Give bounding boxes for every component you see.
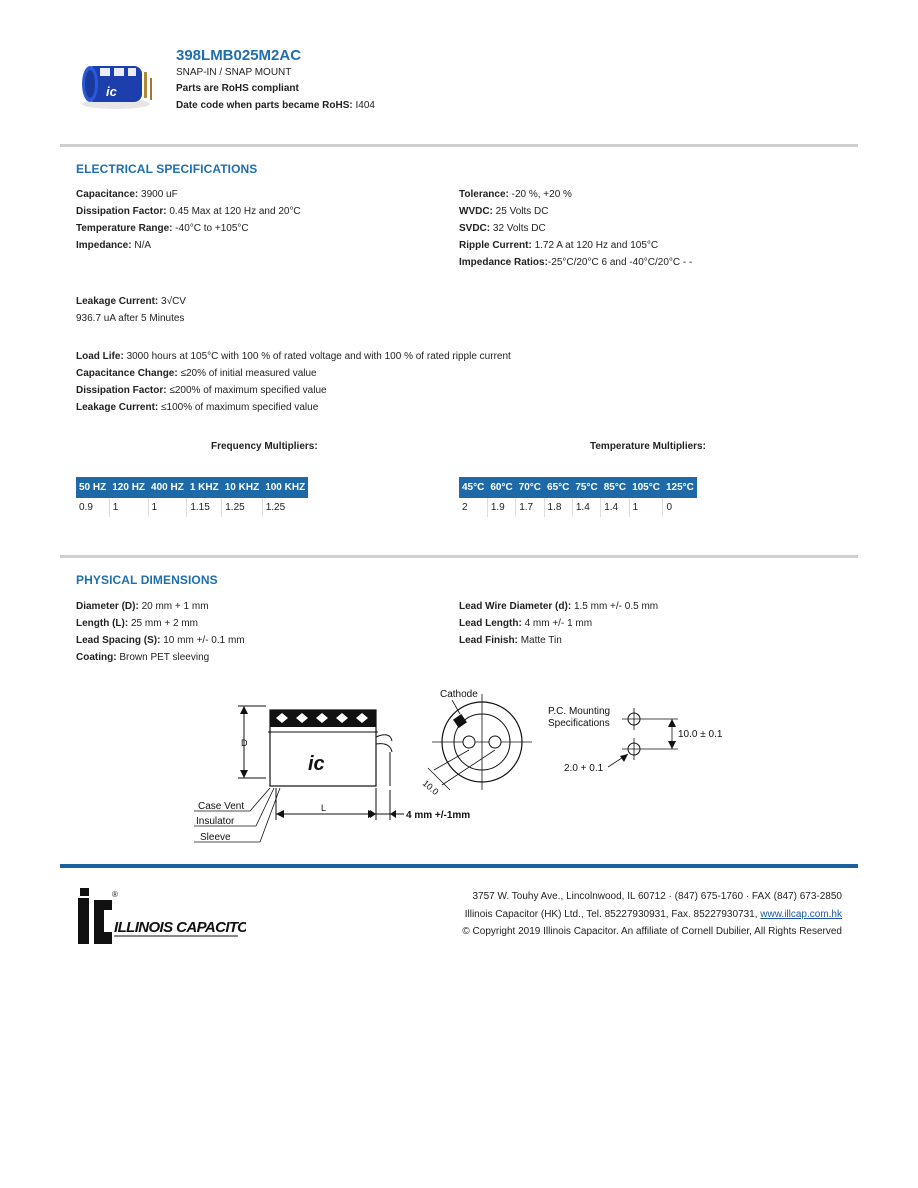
l-label: L [321, 803, 327, 813]
table-row [76, 498, 308, 517]
spacing-label: 10.0 [420, 778, 441, 797]
section-divider [60, 555, 858, 558]
spec-coating: Coating: Brown PET sleeving [76, 652, 210, 663]
table-header-cell: 70°C [516, 477, 544, 498]
table-cell: 1.9 [487, 498, 515, 517]
footer-logo [76, 888, 246, 946]
spec-load-life: Load Life: 3000 hours at 105°C with 100 % of rated voltage and with 100 % of rated ripple current [76, 351, 511, 362]
table-header-cell: 50 HZ [76, 477, 109, 498]
table-cell: 1.25 [222, 498, 262, 517]
table-header-cell: 120 HZ [109, 477, 148, 498]
spec-tolerance: Tolerance: -20 %, +20 % [459, 189, 572, 200]
footer-hk-link[interactable]: www.illcap.com.hk [760, 909, 842, 920]
rohs-status: Parts are RoHS compliant [176, 83, 299, 94]
table-header-cell: 65°C [544, 477, 572, 498]
case-vent-label: Case Vent [198, 801, 245, 812]
footer-address: 3757 W. Touhy Ave., Lincolnwood, IL 60712 · (847) 675-1760 · FAX (847) 673-2850 [472, 891, 842, 902]
spec-impedance-ratios: Impedance Ratios:-25°C/20°C 6 and -40°C/20°C - - [459, 257, 693, 268]
physical-title: PHYSICAL DIMENSIONS [76, 573, 218, 587]
date-code-label: Date code when parts became RoHS: [176, 100, 353, 111]
table-header-cell: 100 KHZ [262, 477, 308, 498]
temperature-multipliers-title: Temperature Multipliers: [590, 441, 706, 452]
frequency-multipliers-table [76, 477, 308, 517]
footer-hk-text: Illinois Capacitor (HK) Ltd., Tel. 85227930931, Fax. 85227930731, [464, 909, 758, 920]
table-header-cell: 60°C [487, 477, 515, 498]
spec-temperature-range: Temperature Range: -40°C to +105°C [76, 223, 249, 234]
table-cell: 1 [148, 498, 187, 517]
table-header-row [76, 477, 308, 498]
temperature-multipliers-table [459, 477, 697, 517]
table-cell: 2 [459, 498, 487, 517]
mount-type: SNAP-IN / SNAP MOUNT [176, 67, 292, 78]
table-header-cell: 45°C [459, 477, 487, 498]
frequency-multipliers-title: Frequency Multipliers: [211, 441, 318, 452]
footer-divider [60, 864, 858, 868]
pc-mounting-view [548, 706, 723, 774]
spec-length: Length (L): 25 mm + 2 mm [76, 618, 198, 629]
spec-dissipation-change: Dissipation Factor: ≤200% of maximum specified value [76, 385, 327, 396]
pc-dim-label: 10.0 ± 0.1 [678, 729, 723, 740]
d-label: D [241, 738, 248, 748]
dimension-diagram [190, 682, 750, 847]
section-divider [60, 144, 858, 147]
table-header-cell: 10 KHZ [222, 477, 262, 498]
table-cell: 1.15 [187, 498, 222, 517]
sleeve-label: Sleeve [200, 832, 231, 843]
spec-lead-length: Lead Length: 4 mm +/- 1 mm [459, 618, 593, 629]
insulator-label: Insulator [196, 816, 235, 827]
table-cell: 1 [109, 498, 148, 517]
table-header-cell: 125°C [663, 477, 697, 498]
spec-lead-spacing: Lead Spacing (S): 10 mm +/- 0.1 mm [76, 635, 245, 646]
spec-leakage-note: 936.7 uA after 5 Minutes [76, 313, 185, 324]
table-cell: 0.9 [76, 498, 109, 517]
pc-title-1: P.C. Mounting [548, 706, 611, 717]
table-header-cell: 85°C [601, 477, 629, 498]
table-cell: 1.25 [265, 502, 286, 513]
table-cell: 1 [629, 498, 663, 517]
footer-hk [465, 909, 842, 920]
table-header-cell: 1 KHZ [187, 477, 222, 498]
spec-capacitance: Capacitance: 3900 uF [76, 189, 178, 200]
spec-svdc: SVDC: 32 Volts DC [459, 223, 546, 234]
spec-impedance: Impedance: N/A [76, 240, 152, 251]
date-code [176, 100, 375, 111]
table-header-cell: 75°C [572, 477, 600, 498]
table-header-cell: 105°C [629, 477, 663, 498]
lead-length-label: 4 mm +/-1mm [406, 810, 471, 821]
table-cell: 1.7 [516, 498, 544, 517]
spec-lead-finish: Lead Finish: Matte Tin [459, 635, 562, 646]
logo-reg: ® [112, 890, 118, 899]
table-header-row [459, 477, 697, 498]
pc-title-2: Specifications [548, 718, 610, 729]
table-cell: 0 [666, 502, 673, 513]
spec-leakage-change: Leakage Current: ≤100% of maximum specified value [76, 402, 319, 413]
spec-leakage-current: Leakage Current: 3√CV [76, 296, 186, 307]
body-logo: ic [308, 753, 325, 775]
svg-text:ic: ic [106, 84, 117, 99]
capacitor-side-view [268, 710, 392, 786]
spec-dissipation: Dissipation Factor: 0.45 Max at 120 Hz and 20°C [76, 206, 301, 217]
footer-copyright: © Copyright 2019 Illinois Capacitor. An affiliate of Cornell Dubilier, All Rights Reserved [462, 926, 842, 937]
spec-lead-wire-diameter: Lead Wire Diameter (d): 1.5 mm +/- 0.5 mm [459, 601, 659, 612]
pc-hole-label: 2.0 + 0.1 [564, 763, 604, 774]
product-image [76, 58, 154, 112]
electrical-title: ELECTRICAL SPECIFICATIONS [76, 162, 258, 176]
logo-name: ILLINOIS CAPACITOR [114, 919, 246, 936]
spec-diameter: Diameter (D): 20 mm + 1 mm [76, 601, 209, 612]
spec-ripple-current: Ripple Current: 1.72 A at 120 Hz and 105°C [459, 240, 659, 251]
table-cell: 1.4 [601, 498, 629, 517]
table-header-cell: 400 HZ [148, 477, 187, 498]
cathode-label: Cathode [440, 689, 478, 700]
capacitor-end-view [421, 694, 532, 797]
spec-wvdc: WVDC: 25 Volts DC [459, 206, 549, 217]
table-cell: 1.8 [544, 498, 572, 517]
table-cell: 1.4 [572, 498, 600, 517]
table-row [459, 498, 697, 517]
part-number: 398LMB025M2AC [176, 47, 302, 64]
spec-capacitance-change: Capacitance Change: ≤20% of initial measured value [76, 368, 317, 379]
date-code-value: I404 [355, 100, 375, 111]
